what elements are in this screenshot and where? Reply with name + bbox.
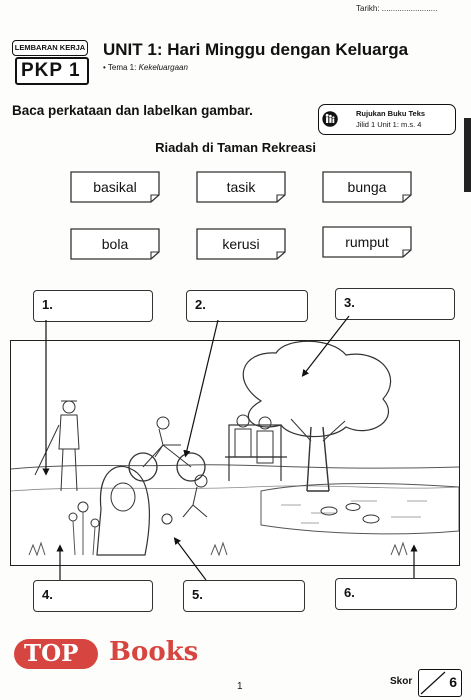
tema-name: Kekeluargaan <box>138 63 188 72</box>
badge-pkp-label: PKP 1 <box>15 57 89 85</box>
word-tasik: tasik <box>226 179 256 195</box>
scene-title: Riadah di Taman Rekreasi <box>155 140 316 155</box>
label-number-6: 6. <box>344 585 355 600</box>
word-kerusi: kerusi <box>222 236 260 252</box>
badge-top-label: LEMBARAN KERJA <box>12 40 88 56</box>
rujukan-title: Rujukan Buku Teks <box>356 109 426 118</box>
instruction-text: Baca perkataan dan labelkan gambar. <box>12 103 253 118</box>
word-rumput: rumput <box>345 234 389 250</box>
park-scene-illustration <box>10 340 460 566</box>
unit-title: UNIT 1: Hari Minggu dengan Keluarga <box>103 40 409 59</box>
skor-total: 6 <box>449 674 457 690</box>
park-scene-drawing <box>11 341 459 565</box>
word-card-tasik <box>196 171 286 203</box>
label-number-5: 5. <box>192 587 203 602</box>
rujukan-detail: Jilid 1 Unit 1: m.s. 4 <box>356 120 422 129</box>
skor-label: Skor <box>390 676 413 687</box>
word-bunga: bunga <box>347 179 387 195</box>
watermark-top-text: TOP <box>24 640 79 667</box>
topbooks-watermark-logo <box>14 633 200 673</box>
rujukan-box <box>318 104 456 135</box>
label-box-5[interactable] <box>183 580 305 612</box>
label-box-6[interactable] <box>335 578 457 610</box>
label-box-4[interactable] <box>33 580 153 612</box>
worksheet-badge <box>12 40 88 84</box>
label-number-4: 4. <box>42 587 53 602</box>
word-basikal: basikal <box>93 179 137 195</box>
label-box-1[interactable] <box>33 290 153 322</box>
page-edge-strip <box>464 118 471 192</box>
tema-line <box>103 63 188 72</box>
word-card-rumput <box>322 226 412 258</box>
watermark-books-text: Books <box>109 637 199 667</box>
label-box-2[interactable] <box>186 290 308 322</box>
label-box-3[interactable] <box>335 288 455 320</box>
word-card-bola <box>70 228 160 260</box>
label-number-2: 2. <box>195 297 206 312</box>
word-card-bunga <box>322 171 412 203</box>
label-number-1: 1. <box>42 297 53 312</box>
word-card-basikal <box>70 171 160 203</box>
tema-prefix: • Tema 1: <box>103 63 139 72</box>
page-number: 1 <box>237 681 243 692</box>
tarikh-field: Tarikh: ......................... <box>356 4 438 13</box>
label-number-3: 3. <box>344 295 355 310</box>
skor-box[interactable] <box>418 669 462 697</box>
family-icon <box>322 108 344 130</box>
word-card-kerusi <box>196 228 286 260</box>
word-bola: bola <box>101 236 129 252</box>
